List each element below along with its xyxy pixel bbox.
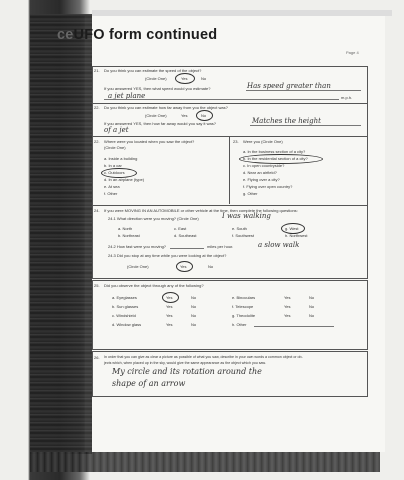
q26-number: 26. — [94, 355, 100, 360]
q25-binoculars-yes: Yes — [284, 295, 291, 300]
q22-answer-2: of a jet — [104, 126, 129, 134]
q23b-option-g: g. Other — [243, 191, 258, 196]
q25-sunglasses-yes: Yes — [166, 304, 173, 309]
q24-2-answer: a slow walk — [258, 241, 300, 249]
q24-3-no: No — [208, 264, 214, 269]
q25-eyeglasses-yes-circle — [162, 292, 179, 303]
q26-text-2: jects which, when placed up in the sky, would give the same appearance as the object which you saw. — [104, 361, 266, 365]
q24-2-answer-line — [170, 248, 204, 249]
q25-telescope-yes: Yes — [284, 304, 291, 309]
q21-no: No — [201, 76, 207, 81]
q25-windowglass-no: No — [191, 322, 197, 327]
q25-windshield-no: No — [191, 313, 197, 318]
q25-theodolite-no: No — [309, 313, 315, 318]
q21-text: Do you think you can estimate the speed of the object? — [104, 68, 202, 73]
q23-circle-label: (Circle One) — [104, 145, 126, 150]
q25-item-windshield: c. Windshield — [112, 313, 136, 318]
q23-text: Where were you located when you saw the object? — [104, 139, 195, 144]
form-title: ceUFO form continued — [57, 27, 218, 43]
q24-dir-southeast: d. Southeast — [174, 233, 197, 238]
q25-item-other: h. Other — [232, 322, 247, 327]
q23-option-c: c. Outdoors — [104, 170, 125, 175]
q24-dir-northwest: h. Northwest — [285, 233, 308, 238]
q25-windowglass-yes: Yes — [166, 322, 173, 327]
q25-other-line — [254, 326, 334, 327]
q24-dir-west: g. West — [285, 226, 299, 231]
q22-no: No — [201, 113, 207, 118]
q25-telescope-no: No — [309, 304, 315, 309]
q26-answer-2: shape of an arrow — [112, 379, 186, 388]
page-number: Page 4 — [346, 50, 359, 55]
scan-bottom-shadow — [30, 452, 380, 472]
q22-answer-1: Matches the height — [252, 117, 321, 125]
q21-yes: Yes — [181, 76, 188, 81]
q24-dir-north: a. North — [118, 226, 133, 231]
q24-3-question: 24.3 Did you stop at any time while you were looking at the object? — [108, 253, 227, 258]
q22-answer-line — [250, 125, 361, 126]
q26-answer-1: My circle and its rotation around the — [112, 367, 262, 376]
q23-option-e: e. At sea — [104, 184, 120, 189]
q23-option-a: a. Inside a building — [104, 156, 138, 161]
q23-option-f: f. Other — [104, 191, 118, 196]
q22-no-circle — [196, 110, 213, 121]
q24-dir-east: c. East — [174, 226, 187, 231]
q23-divider — [229, 136, 230, 204]
q25-text: Did you observe the object through any of the following? — [104, 283, 204, 288]
q24-1-question: 24.1 What direction were you moving? (Circle One) — [108, 216, 199, 221]
scan-shadow — [30, 14, 92, 454]
q24-dir-southwest: f. Southwest — [232, 233, 255, 238]
q24-3-yes: Yes — [180, 264, 187, 269]
q22-number: 22. — [94, 105, 100, 110]
q23-number: 22. — [94, 139, 100, 144]
q24-3-circle-label: (Circle One) — [127, 264, 149, 269]
q26-text-1: In order that you can give as clear a picture as possible of what you saw, describe in your own words a common object or ob- — [104, 355, 303, 359]
q24-text: If you were MOVING IN AN AUTOMOBILE or other vehicle at the time, then complete the following questions: — [104, 208, 298, 213]
q25-item-binoculars: e. Binoculars — [232, 295, 256, 300]
q25-windshield-yes: Yes — [166, 313, 173, 318]
q21-number: 21. — [94, 68, 100, 73]
q22-yes: Yes — [181, 113, 188, 118]
q25-eyeglasses-yes: Yes — [166, 295, 173, 300]
q24-2-units: miles per hour. — [207, 244, 234, 249]
q24-number: 24. — [94, 208, 100, 213]
q24-1-answer: I was walking — [222, 212, 271, 220]
q25-sunglasses-no: No — [191, 304, 197, 309]
q25-item-telescope: f. Telescope — [232, 304, 254, 309]
q25-item-eyeglasses: a. Eyeglasses — [112, 295, 137, 300]
q25-theodolite-yes: Yes — [284, 313, 291, 318]
q23b-option-f: f. Flying over open country? — [243, 184, 293, 189]
q24-dir-south: e. South — [232, 226, 247, 231]
q23b-option-b: b. In the residential section of a city? — [243, 156, 308, 161]
q23-option-b: b. In a car — [104, 163, 122, 168]
q23b-number: 23. — [233, 139, 239, 144]
q22-text: Do you think you can estimate how far away from you the object was? — [104, 105, 228, 110]
q21-answer-1: Has speed greater than — [247, 82, 331, 90]
q25-eyeglasses-no: No — [191, 295, 197, 300]
q23b-option-e: e. Flying over a city? — [243, 177, 280, 182]
q24-2-question: 24.2 How fast were you moving? — [108, 244, 167, 249]
q23b-option-c: c. In open countryside? — [243, 163, 285, 168]
q23-option-d: d. In an airplane (type) — [104, 177, 145, 182]
q21-answer-line-2 — [104, 99, 339, 100]
q22-followup: If you answered YES, then how far away would you say it was? — [104, 121, 216, 126]
q21-yes-circle — [175, 73, 195, 84]
q21-units: m.p.h. — [341, 95, 353, 100]
q22-circle-label: (Circle One) — [145, 113, 167, 118]
q25-item-sunglasses: b. Sun glasses — [112, 304, 139, 309]
q23b-option-d: d. Near an airfield? — [243, 170, 277, 175]
q25-item-theodolite: g. Theodolite — [232, 313, 256, 318]
q25-item-windowglass: d. Window glass — [112, 322, 142, 327]
q25-number: 25. — [94, 283, 100, 288]
q21-answer-2: a jet plane — [108, 92, 146, 100]
q21-answer-line — [246, 90, 361, 91]
q24-3-yes-circle — [176, 261, 193, 272]
q25-binoculars-no: No — [309, 295, 315, 300]
q21-followup: If you answered YES, then what speed would you estimate? — [104, 86, 211, 91]
q24-dir-northeast: b. Northeast — [118, 233, 140, 238]
q23b-text: Were you (Circle One) — [243, 139, 283, 144]
q21-circle-label: (Circle One) — [145, 76, 167, 81]
q23b-option-a: a. In the business section of a city? — [243, 149, 306, 154]
